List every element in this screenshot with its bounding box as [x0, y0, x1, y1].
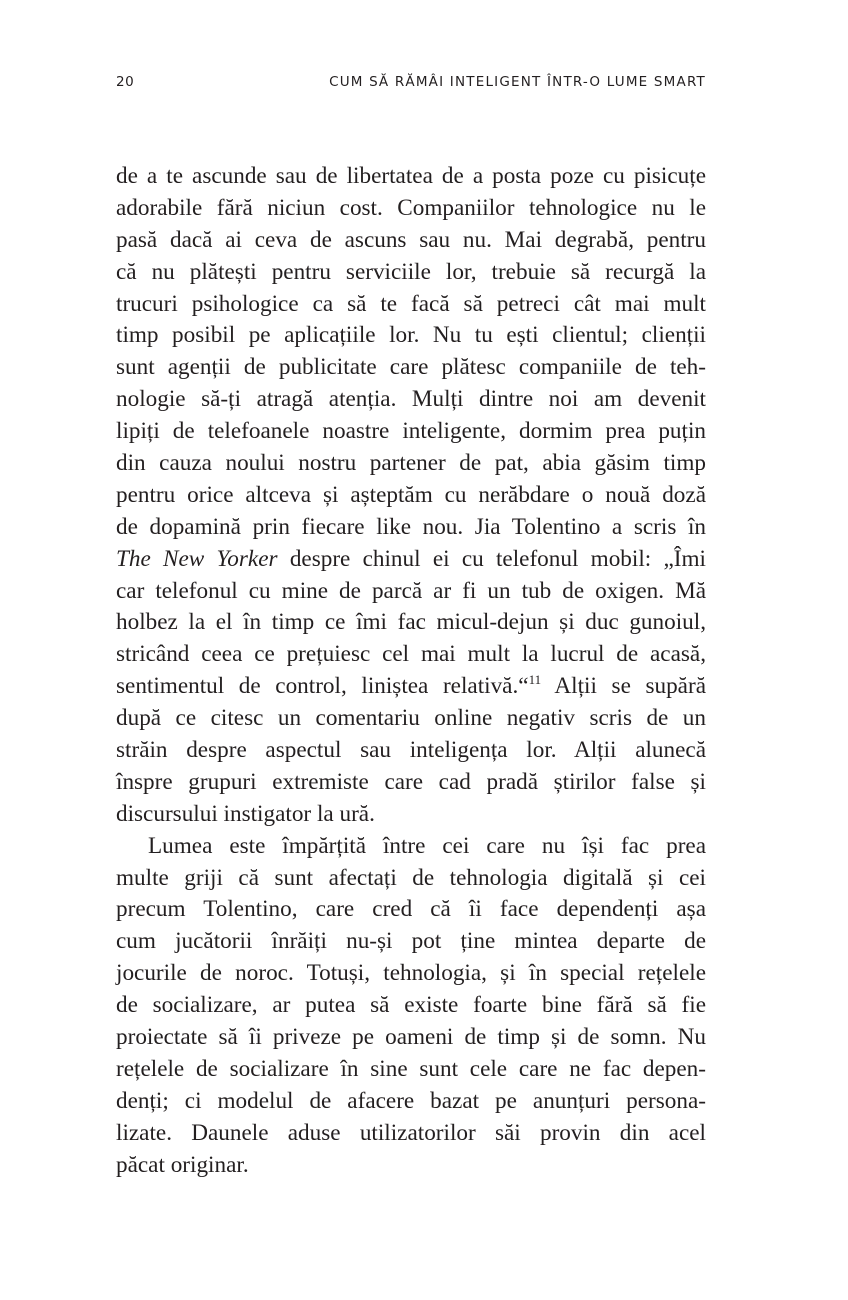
text-line: denți; ci modelul de afacere bazat pe anunțuri persona- — [116, 1087, 706, 1114]
text-line: lipiți de telefoanele noastre inteligente, dormim prea puțin — [116, 418, 706, 445]
text-line: de socializare, ar putea să existe foarte bine fără să fie — [116, 992, 706, 1019]
text-line: discursului instigator la ură. — [116, 800, 375, 827]
text-line: nologie să-ți atragă atenția. Mulți dintre noi am devenit — [116, 386, 706, 413]
text-line: holbez la el în timp ce îmi fac micul-dejun și duc gunoiul, — [116, 609, 706, 636]
text-line: proiectate să îi priveze pe oameni de timp și de somn. Nu — [116, 1024, 706, 1051]
text-line: sunt agenții de publicitate care plătesc companiile de teh- — [116, 354, 706, 381]
text-line: trucuri psihologice ca să te facă să petreci cât mai mult — [116, 290, 706, 317]
text-line: multe griji că sunt afectați de tehnologia digitală și cei — [116, 864, 706, 891]
text-line: lizate. Daunele aduse utilizatorilor săi provin din acel — [116, 1119, 706, 1146]
footnote-ref[interactable]: 11 — [528, 672, 542, 688]
text-line: din cauza noului nostru partener de pat, abia găsim timp — [116, 450, 706, 477]
text-fragment: Alții se supără — [541, 673, 706, 700]
text-line: pentru orice altceva și așteptăm cu nerăbdare o nouă doză — [116, 481, 706, 508]
text-fragment: despre chinul ei cu telefonul mobil: „Îmi — [277, 545, 706, 572]
text-line — [116, 544, 706, 576]
text-line: timp posibil pe aplicațiile lor. Nu tu ești clientul; clienții — [116, 322, 706, 349]
text-line: adorabile fără niciun cost. Companiilor tehnologice nu le — [116, 194, 706, 221]
running-title: CUM SĂ RĂMÂI INTELIGENT ÎNTR-O LUME SMART — [329, 74, 706, 90]
text-line: de a te ascunde sau de libertatea de a posta poze cu pisicuțe — [116, 163, 706, 189]
text-line: păcat originar. — [116, 1151, 249, 1178]
text-line: Lumea este împărțită între cei care nu își fac prea — [148, 832, 706, 859]
text-fragment: sentimentul de control, liniștea relativă.“ — [116, 673, 529, 700]
text-line: car telefonul cu mine de parcă ar fi un tub de oxigen. Mă — [116, 577, 706, 604]
text-line: după ce citesc un comentariu online negativ scris de un — [116, 705, 706, 732]
text-line: de dopamină prin fiecare like nou. Jia Tolentino a scris în — [116, 513, 706, 540]
text-line — [116, 671, 706, 703]
text-line: cum jucătorii înrăiți nu-și pot ține mintea departe de — [116, 928, 706, 955]
body-text — [116, 161, 706, 1182]
text-line: pasă dacă ai ceva de ascuns sau nu. Mai degrabă, pentru — [116, 226, 706, 253]
text-line: jocurile de noroc. Totuși, tehnologia, și în special rețelele — [116, 960, 706, 987]
text-line: că nu plătești pentru serviciile lor, trebuie să recurgă la — [116, 258, 706, 285]
publication-title: The New Yorker — [116, 545, 278, 572]
text-line: rețelele de socializare în sine sunt cele care ne fac depen- — [116, 1055, 706, 1082]
page-number: 20 — [116, 74, 135, 90]
text-line: precum Tolentino, care cred că îi face dependenți așa — [116, 896, 706, 923]
text-line: înspre grupuri extremiste care cad pradă știrilor false și — [116, 768, 706, 795]
text-line: străin despre aspectul sau inteligența lor. Alții alunecă — [116, 737, 706, 764]
text-line: stricând ceea ce prețuiesc cel mai mult la lucrul de acasă, — [116, 641, 706, 668]
